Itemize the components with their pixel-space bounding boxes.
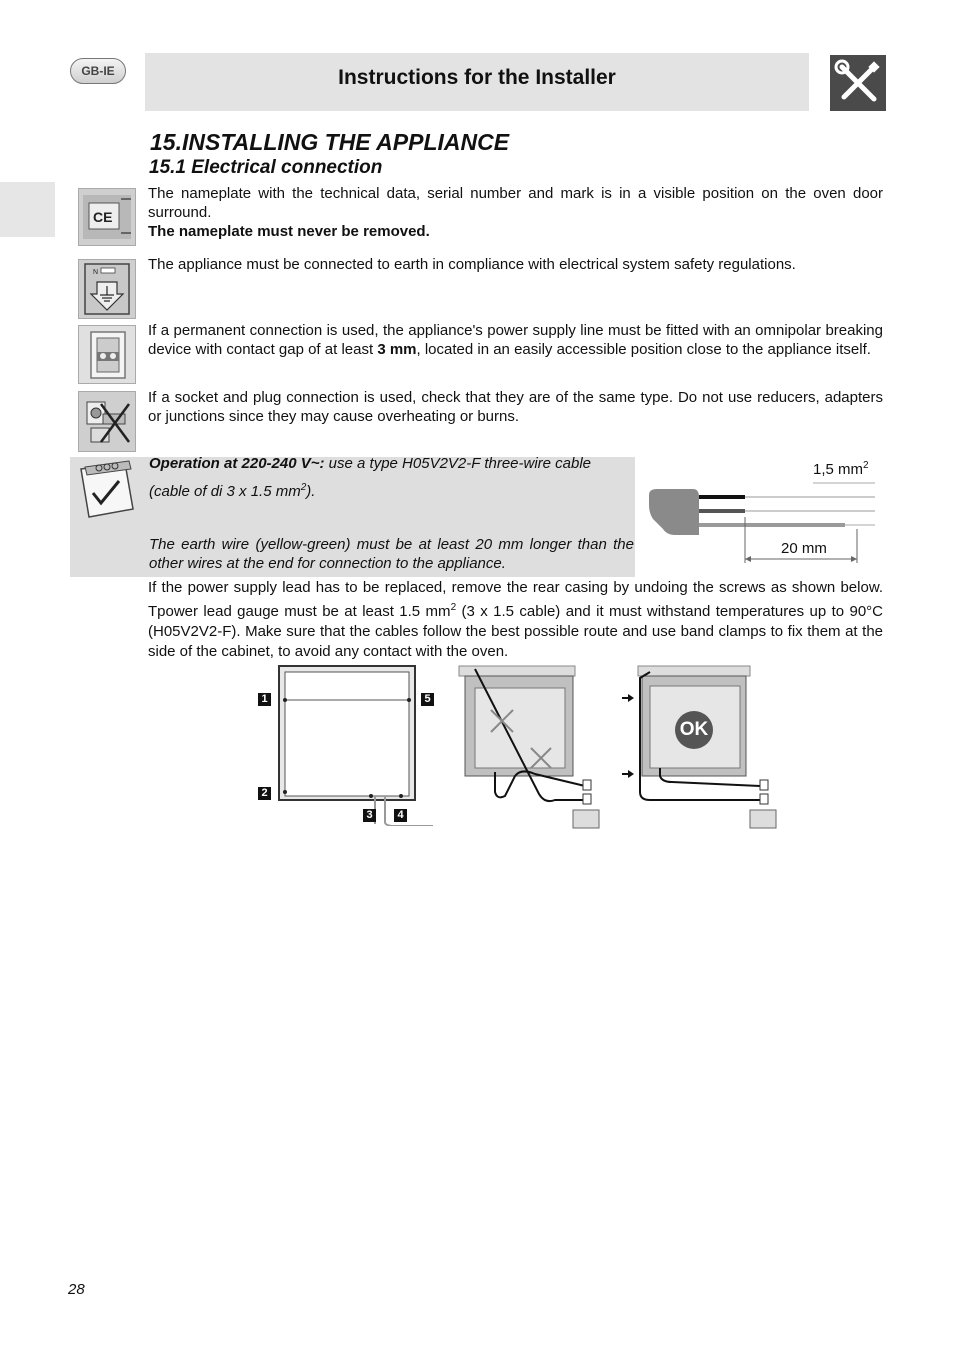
permanent-connection-paragraph	[148, 321, 883, 359]
cable-gauge-sup: 2	[300, 482, 307, 493]
screw-label-5: 5	[421, 693, 434, 706]
replace-sup: 2	[450, 602, 457, 613]
operation-cable-type: use a type H05V2V2-F three-wire cable	[324, 455, 592, 472]
nameplate-warning: The nameplate must never be removed.	[148, 223, 430, 240]
screw-label-1: 1	[258, 693, 271, 706]
svg-text:CE: CE	[93, 209, 113, 225]
ce-nameplate-icon	[78, 188, 136, 246]
nameplate-text: The nameplate with the technical data, serial number and mark is in a visible position on the oven door surround.	[148, 185, 883, 221]
length-label: 20 mm	[781, 540, 827, 557]
page-header-title: Instructions for the Installer	[338, 66, 616, 89]
section-title: 15.INSTALLING THE APPLIANCE	[150, 129, 510, 155]
gauge-label	[813, 460, 869, 478]
ok-badge: OK	[675, 711, 713, 749]
notepad-icon	[75, 459, 140, 521]
operation-note	[149, 453, 634, 475]
wrench-screwdriver-icon	[830, 55, 886, 111]
cable-gauge-end: ).	[306, 483, 316, 500]
rear-casing-figure	[255, 664, 435, 826]
screw-label-3: 3	[363, 809, 376, 822]
socket-paragraph: If a socket and plug connection is used, check that they are of the same type. Do not use reducers, adapters or junctions since they may cause overheating or burns.	[148, 389, 883, 425]
cable-gauge-note	[149, 477, 634, 503]
cable-gauge-text: (cable of di 3 x 1.5 mm	[149, 483, 301, 500]
page-number: 28	[68, 1281, 85, 1298]
language-badge: GB-IE	[70, 58, 126, 84]
screw-label-2: 2	[258, 787, 271, 800]
nameplate-paragraph	[148, 184, 883, 241]
side-tab	[0, 182, 55, 237]
earth-symbol-icon	[78, 259, 136, 319]
contact-gap-value: 3 mm	[377, 341, 417, 358]
screw-label-4: 4	[394, 809, 407, 822]
earth-paragraph: The appliance must be connected to earth in compliance with electrical system safety regulations.	[148, 256, 796, 273]
earth-wire-note: The earth wire (yellow-green) must be at least 20 mm longer than the other wires at the end for connection to the appliance.	[149, 536, 634, 572]
omnipolar-switch-icon	[78, 325, 136, 384]
gauge-sup: 2	[863, 460, 869, 471]
wrong-routing-figure	[455, 664, 603, 830]
permanent-text-b: , located in an easily accessible position close to the appliance itself.	[416, 341, 871, 358]
replace-text-a: If the power supply lead has to be replaced, remove the rear casing by undoing the screws as shown below. Tpower lead gauge must be at least 1.5 mm	[148, 579, 883, 620]
gauge-value: 1,5 mm	[813, 461, 864, 478]
permanent-text-a: If a permanent connection is used, the appliance's power supply line must be fitted with an omnipolar breaking device with contact gap of at least	[148, 322, 883, 358]
no-adapter-icon	[78, 391, 136, 452]
subsection-title: 15.1 Electrical connection	[149, 157, 383, 178]
operation-voltage: Operation at 220-240 V~:	[149, 455, 325, 472]
svg-text:N: N	[93, 269, 99, 276]
replace-paragraph	[148, 578, 883, 662]
replace-text-b: (3 x 1.5 cable) and it must withstand temperatures up to 90°C (H05V2V2-F). Make sure that the cables follow the best possible route and use band clamps to fix them at the side of the cabinet, to avoid any contact with the oven.	[148, 603, 884, 660]
